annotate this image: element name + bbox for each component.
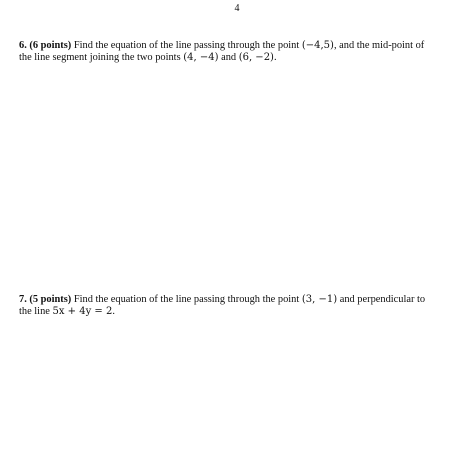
page-number: 4	[234, 3, 240, 14]
problem-6-heading: 6. (6 points)	[19, 40, 72, 51]
problem-6-text-2: the line segment joining the two points	[19, 52, 184, 64]
problem-6-point-b: (6, −2)	[238, 52, 274, 64]
problem-6	[19, 40, 459, 64]
problem-6-text: Find the equation of the line passing through the point	[71, 40, 302, 51]
problem-7-text-2: the line	[19, 306, 53, 318]
problem-7-end: .	[112, 306, 115, 318]
problem-6-conjunction: and	[218, 52, 239, 64]
problem-6-end: .	[273, 52, 277, 64]
problem-7-line-1	[19, 294, 459, 306]
problem-7-equation: 5x + 4y = 2	[52, 306, 113, 318]
problem-6-point-a: (4, −4)	[183, 52, 219, 64]
problem-6-line-2	[19, 52, 459, 64]
problem-7-text-tail: and perpendicular to	[337, 294, 426, 305]
problem-7-text: Find the equation of the line passing through the point	[71, 294, 302, 305]
problem-6-line-1	[19, 40, 459, 52]
problem-7-heading: 7. (5 points)	[19, 294, 72, 305]
problem-7	[19, 294, 459, 318]
problem-7-point: (3, −1)	[301, 294, 338, 305]
problem-6-text-tail: , and the mid-point of	[333, 40, 425, 51]
problem-6-point: (−4,5)	[301, 40, 334, 51]
problem-7-line-2	[19, 306, 459, 318]
